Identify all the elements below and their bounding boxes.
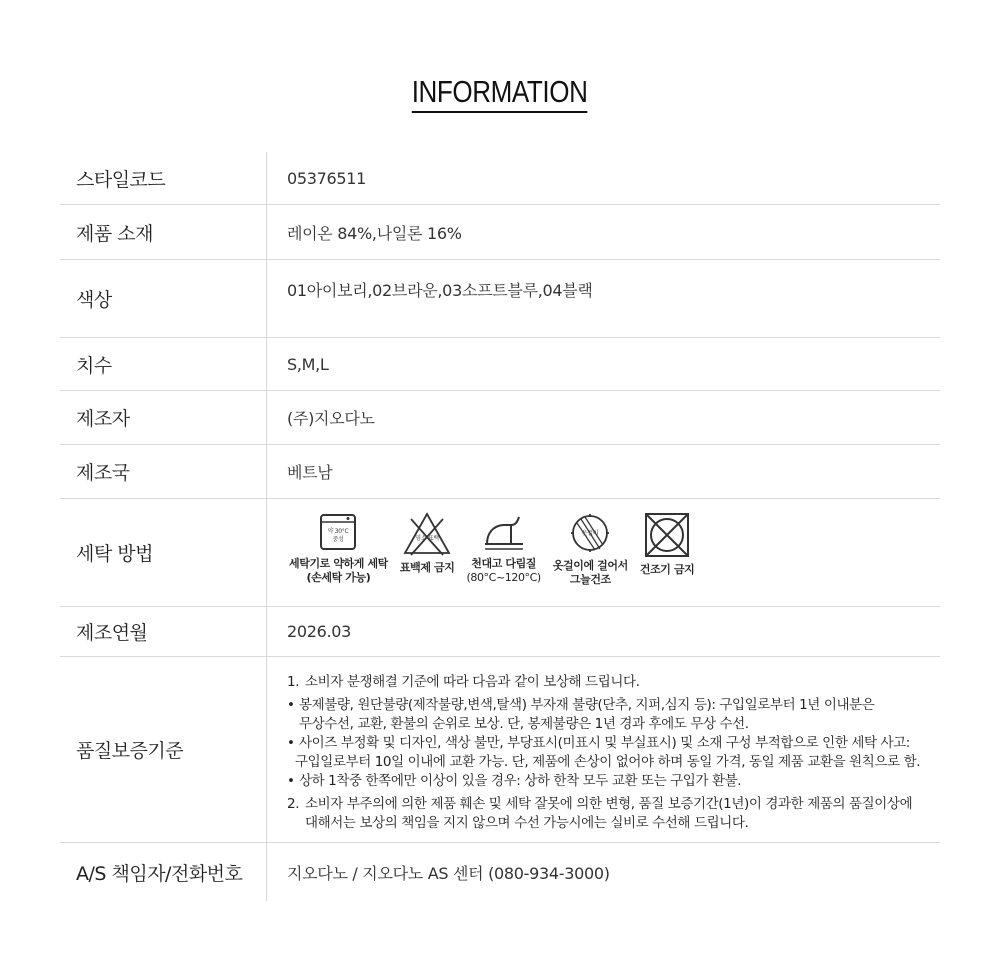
maker-label: 제조자 bbox=[60, 391, 267, 444]
bullet-3 bbox=[287, 772, 920, 791]
bullet-2-line-2: 구입일로부터 10일 이내에 교환 가능. 단, 제품에 손상이 없어야 하며 동일 가격, 동일 제품 교환을 원칙으로 함. bbox=[295, 754, 921, 770]
hand-wash-caption-2: (손세탁 가능) bbox=[306, 571, 371, 584]
row-material bbox=[60, 205, 940, 260]
bullet-1-line-1: 봉제불량, 원단불량(제작불량,변색,탈색) 부자재 불량(단추, 지퍼,심지 등): 구입일로부터 1년 이내분은 bbox=[299, 697, 875, 713]
as-label: A/S 책임자/전화번호 bbox=[60, 843, 267, 901]
no-bleach-icon bbox=[402, 511, 452, 557]
row-washing bbox=[60, 499, 940, 607]
row-color bbox=[60, 260, 940, 338]
quality-label: 품질보증기준 bbox=[60, 657, 267, 842]
row-quality bbox=[60, 657, 940, 843]
style-code-label: 스타일코드 bbox=[60, 152, 267, 204]
para-2-line-2: 대해서는 보상의 책임을 지지 않으며 수선 가능시에는 실비로 수선해 드립니다. bbox=[305, 815, 749, 831]
quality-text bbox=[267, 657, 920, 842]
para-2-number: 2. bbox=[287, 796, 300, 812]
date-value: 2026.03 bbox=[287, 622, 352, 641]
bullet-dot: • bbox=[287, 697, 295, 713]
washing-label: 세탁 방법 bbox=[60, 499, 267, 606]
care-item-iron bbox=[466, 511, 540, 585]
hand-wash-30-icon bbox=[318, 511, 358, 553]
quality-para-2 bbox=[287, 795, 920, 814]
date-label: 제조연월 bbox=[60, 607, 267, 656]
care-item-hand-wash bbox=[289, 511, 388, 585]
hang-dry-caption-1: 옷걸이에 걸어서 bbox=[552, 559, 628, 572]
hang-dry-caption-2: 그늘건조 bbox=[569, 573, 611, 586]
row-style-code bbox=[60, 152, 940, 205]
page-title: INFORMATION bbox=[412, 74, 588, 113]
row-as bbox=[60, 843, 940, 901]
care-item-no-dryer bbox=[640, 511, 695, 577]
para-1-number: 1. bbox=[287, 674, 300, 690]
care-item-no-bleach bbox=[400, 511, 455, 575]
bullet-dot: • bbox=[287, 735, 295, 751]
no-bleach-caption-1: 표백제 금지 bbox=[399, 561, 455, 574]
bullet-dot: • bbox=[287, 773, 295, 789]
info-table bbox=[60, 152, 940, 901]
country-label: 제조국 bbox=[60, 445, 267, 498]
no-bleach-inner: 염소·표백 bbox=[415, 535, 439, 542]
bullet-1-line-2: 무상수선, 교환, 환불의 순위로 보상. 단, 봉제불량은 1년 경과 후에도 무상 수선. bbox=[299, 716, 749, 732]
color-label: 색상 bbox=[60, 260, 267, 337]
care-icons bbox=[267, 499, 940, 606]
para-2-line-1: 소비자 부주의에 의한 제품 훼손 및 세탁 잘못에 의한 변형, 품질 보증기간(1년)이 경과한 제품의 품질이상에 bbox=[305, 796, 913, 812]
style-code-value: 05376511 bbox=[287, 168, 367, 188]
row-size bbox=[60, 338, 940, 391]
material-label: 제품 소재 bbox=[60, 205, 267, 259]
no-tumble-dry-icon bbox=[643, 511, 691, 559]
row-country bbox=[60, 445, 940, 499]
hand-wash-inner-2: 중성 bbox=[332, 536, 344, 543]
title-wrap bbox=[0, 74, 1000, 113]
as-value: 지오다노 / 지오다노 AS 센터 (080-934-3000) bbox=[287, 863, 610, 883]
iron-with-cloth-icon bbox=[481, 511, 527, 553]
bullet-3-text: 상하 1착중 한쪽에만 이상이 있을 경우: 상하 한착 모두 교환 또는 구입가 환불. bbox=[299, 773, 742, 789]
material-value: 레이온 84%,나일론 16% bbox=[287, 223, 462, 243]
para-1-text: 소비자 분쟁해결 기준에 따라 다음과 같이 보상해 드립니다. bbox=[305, 674, 640, 690]
size-label: 치수 bbox=[60, 338, 267, 390]
row-maker bbox=[60, 391, 940, 445]
bullet-1 bbox=[287, 696, 920, 715]
bullet-2 bbox=[287, 734, 920, 753]
quality-para-1 bbox=[287, 673, 920, 692]
row-date bbox=[60, 607, 940, 657]
hang-dry-inner: 옷걸이 bbox=[582, 530, 599, 537]
no-dryer-caption-1: 건조기 금지 bbox=[639, 563, 695, 576]
color-value: 01아이보리,02브라운,03소프트블루,04블랙 bbox=[287, 281, 593, 300]
size-value: S,M,L bbox=[287, 354, 329, 374]
hand-wash-inner-1: 약 30°C bbox=[328, 528, 349, 535]
hand-wash-caption-1: 세탁기로 약하게 세탁 bbox=[289, 557, 388, 570]
iron-caption-1: 천대고 다림질 bbox=[471, 557, 537, 570]
maker-value: (주)지오다노 bbox=[287, 409, 375, 428]
iron-caption-2: (80°C~120°C) bbox=[466, 571, 541, 584]
country-value: 베트남 bbox=[287, 463, 333, 482]
bullet-2-line-1: 사이즈 부정확 및 디자인, 색상 불만, 부당표시(미표시 및 부실표시) 및 소재 구성 부적합으로 인한 세탁 사고: bbox=[299, 735, 910, 751]
hang-dry-shade-icon bbox=[567, 511, 613, 555]
care-item-hang-dry bbox=[553, 511, 628, 587]
